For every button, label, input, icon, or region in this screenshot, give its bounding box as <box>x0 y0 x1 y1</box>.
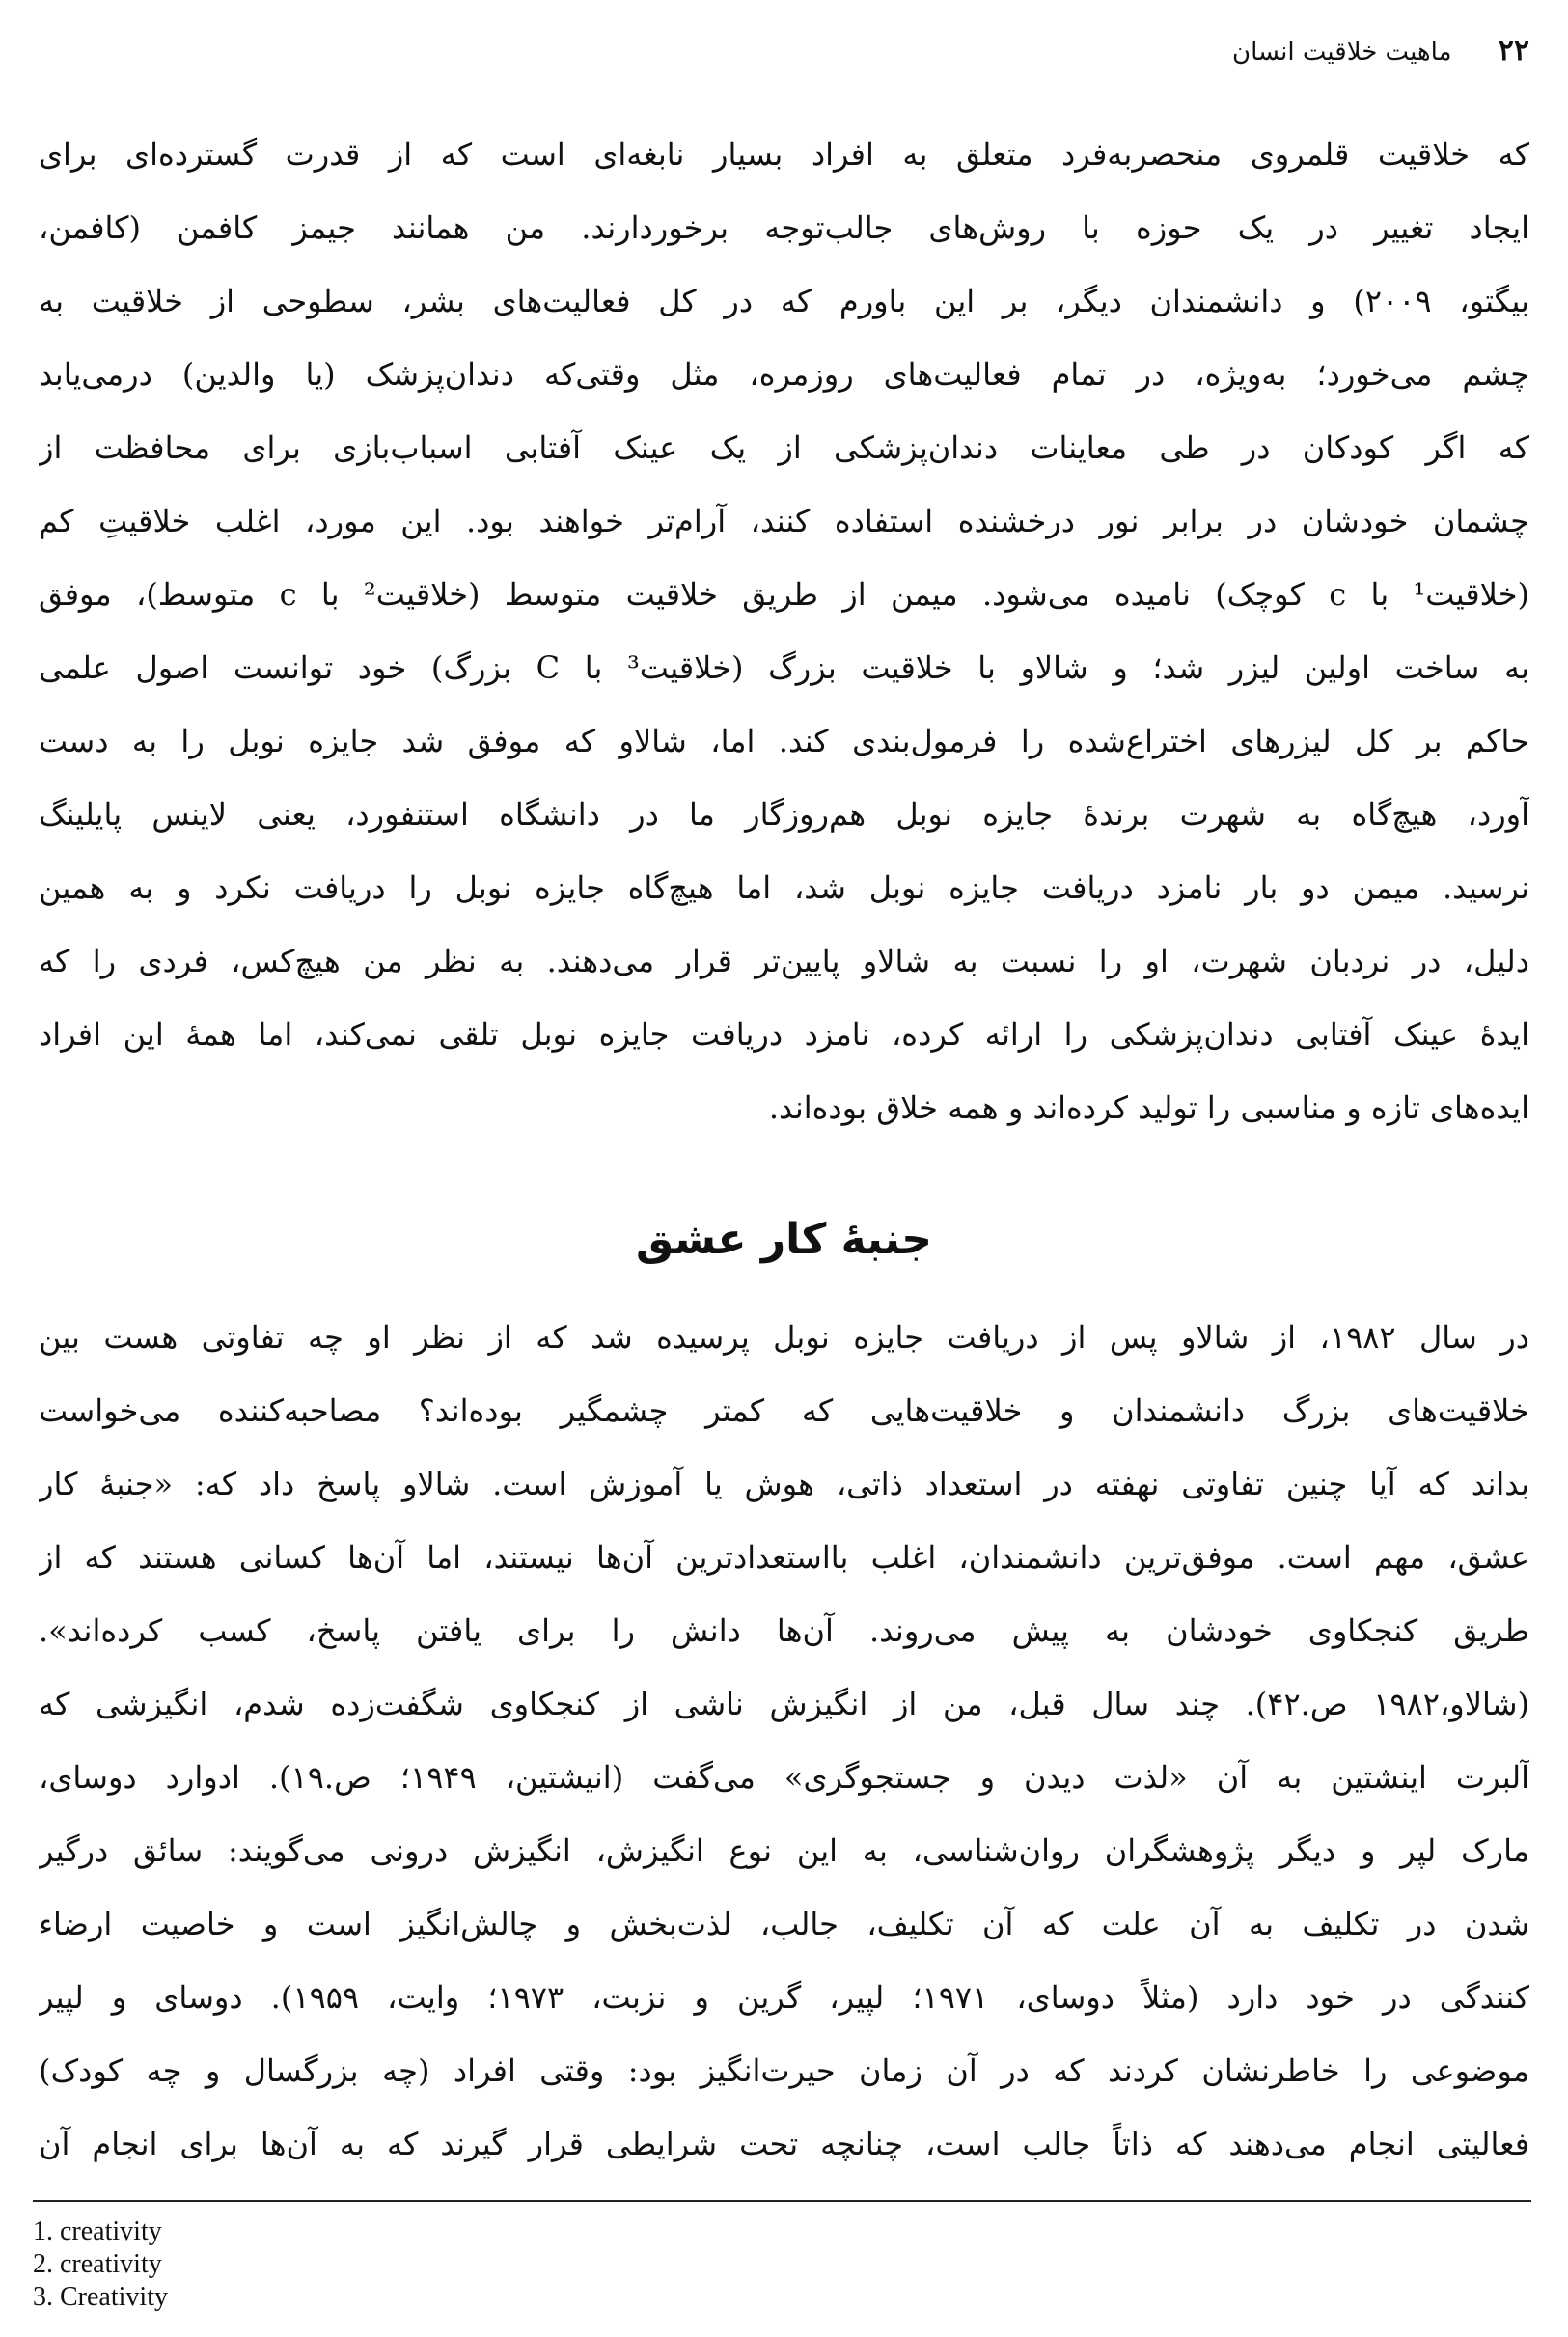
text-line: شدن در تکلیف به آن علت که آن تکلیف، جالب، لذت‌بخش و چالش‌انگیز است و خاصیت ارضاء <box>39 1906 1529 1942</box>
text-line: خلاقیت‌های بزرگ دانشمندان و خلاقیت‌هایی که کمتر چشمگیر بوده‌اند؟ مصاحبه‌کننده می‌خواست <box>39 1392 1529 1429</box>
text-line: نرسید. میمن دو بار نامزد دریافت جایزه نوبل شد، اما هیچ‌گاه جایزه نوبل را دریافت نکرد و به همین <box>39 869 1529 906</box>
section-heading: جنبهٔ کار عشق <box>636 1215 932 1264</box>
text-line: چشمان خودشان در برابر نور درخشنده استفاده کنند، آرام‌تر خواهند بود. این مورد، اغلب خلاقیتِ کم <box>39 503 1529 539</box>
text-line: چشم می‌خورد؛ به‌ویژه، در تمام فعالیت‌های روزمره، مثل وقتی‌که دندان‌پزشک (یا والدین) درمی‌یابد <box>39 356 1529 393</box>
text-line: دلیل، در نردبان شهرت، او را نسبت به شالاو پایین‌تر قرار می‌دهند. به نظر من هیچ‌کس، فردی را که <box>39 943 1529 979</box>
page-number: ۲۲ <box>1498 34 1529 68</box>
footnote: 2. creativity <box>33 2249 162 2279</box>
text-line: طریق کنجکاوی خودشان به پیش می‌روند. آن‌ها دانش را برای یافتن پاسخ، کسب کرده‌اند». <box>39 1612 1529 1649</box>
paragraph-1 <box>39 118 1529 1144</box>
text-line: فعالیتی انجام می‌دهند که ذاتاً جالب است، چنانچه تحت شرایطی قرار گیرند که به آن‌ها برای انجام آن <box>39 2126 1529 2162</box>
text-line: (شالاو،۱۹۸۲ ص.۴۲). چند سال قبل، من از انگیزش ناشی از کنجکاوی شگفت‌زده شدم، انگیزشی که <box>39 1686 1529 1722</box>
text-line: مارک لپر و دیگر پژوهشگران روان‌شناسی، به این نوع انگیزش، انگیزش درونی می‌گویند: سائق درگیر <box>39 1832 1529 1869</box>
paragraph-2 <box>39 1301 1529 2181</box>
text-line: (خلاقیت¹ با c کوچک) نامیده می‌شود. میمن از طریق خلاقیت متوسط (خلاقیت² با c متوسط)، موفق <box>39 576 1529 613</box>
footnote-divider <box>33 2200 1531 2202</box>
text-line: آلبرت اینشتین به آن «لذت دیدن و جستجوگری» می‌گفت (انیشتین، ۱۹۴۹؛ ص.۱۹). ادوارد دوسای، <box>39 1759 1529 1796</box>
text-line: که خلاقیت قلمروی منحصربه‌فرد متعلق به افراد بسیار نابغه‌ای است که از قدرت گسترده‌ای برای <box>39 136 1529 173</box>
text-line: عشق، مهم است. موفق‌ترین دانشمندان، اغلب بااستعدادترین آن‌ها نیستند، اما آن‌ها کسانی هستند که از <box>39 1539 1529 1576</box>
text-line: ایجاد تغییر در یک حوزه با روش‌های جالب‌توجه برخوردارند. من همانند جیمز کافمن (کافمن، <box>39 209 1529 246</box>
text-line: در سال ۱۹۸۲، از شالاو پس از دریافت جایزه نوبل پرسیده شد که از نظر او چه تفاوتی هست بین <box>39 1319 1529 1356</box>
text-line: بداند که آیا چنین تفاوتی نهفته در استعداد ذاتی، هوش یا آموزش است. شالاو پاسخ داد که: «جنبهٔ کار <box>39 1466 1529 1502</box>
text-line: به ساخت اولین لیزر شد؛ و شالاو با خلاقیت بزرگ (خلاقیت³ با C بزرگ) خود توانست اصول علمی <box>39 649 1529 686</box>
text-line: ایده‌های تازه و مناسبی را تولید کرده‌اند و همه خلاق بوده‌اند. <box>768 1089 1529 1126</box>
chapter-title: ماهیت خلاقیت انسان <box>1231 38 1452 67</box>
text-line: بیگتو، ۲۰۰۹) و دانشمندان دیگر، بر این باورم که در کل فعالیت‌های بشر، سطوحی از خلاقیت به <box>39 283 1529 319</box>
text-line: حاکم بر کل لیزرهای اختراع‌شده را فرمول‌بندی کند. اما، شالاو که موفق شد جایزه نوبل را به دست <box>39 723 1529 759</box>
text-line: موضوعی را خاطرنشان کردند که در آن زمان حیرت‌انگیز بود: وقتی افراد (چه بزرگسال و چه کودک) <box>39 2052 1529 2089</box>
text-line: کنندگی در خود دارد (مثلاً دوسای، ۱۹۷۱؛ لپیر، گرین و نزبت، ۱۹۷۳؛ وایت، ۱۹۵۹). دوسای و لپیر <box>39 1979 1529 2016</box>
text-line: ایدهٔ عینک آفتابی دندان‌پزشکی را ارائه کرده، نامزد دریافت جایزه نوبل تلقی نمی‌کند، اما همهٔ این افراد <box>39 1016 1529 1053</box>
footnotes <box>33 2215 168 2314</box>
footnote: 1. creativity <box>33 2216 162 2246</box>
text-line: آورد، هیچ‌گاه به شهرت برندهٔ جایزه نوبل هم‌روزگار ما در دانشگاه استنفورد، یعنی لاینس پایلینگ <box>39 796 1529 833</box>
text-line: که اگر کودکان در طی معاینات دندان‌پزشکی از یک عینک آفتابی اسباب‌بازی برای محافظت از <box>39 429 1529 466</box>
footnote: 3. Creativity <box>33 2282 168 2312</box>
running-header <box>39 27 1529 75</box>
